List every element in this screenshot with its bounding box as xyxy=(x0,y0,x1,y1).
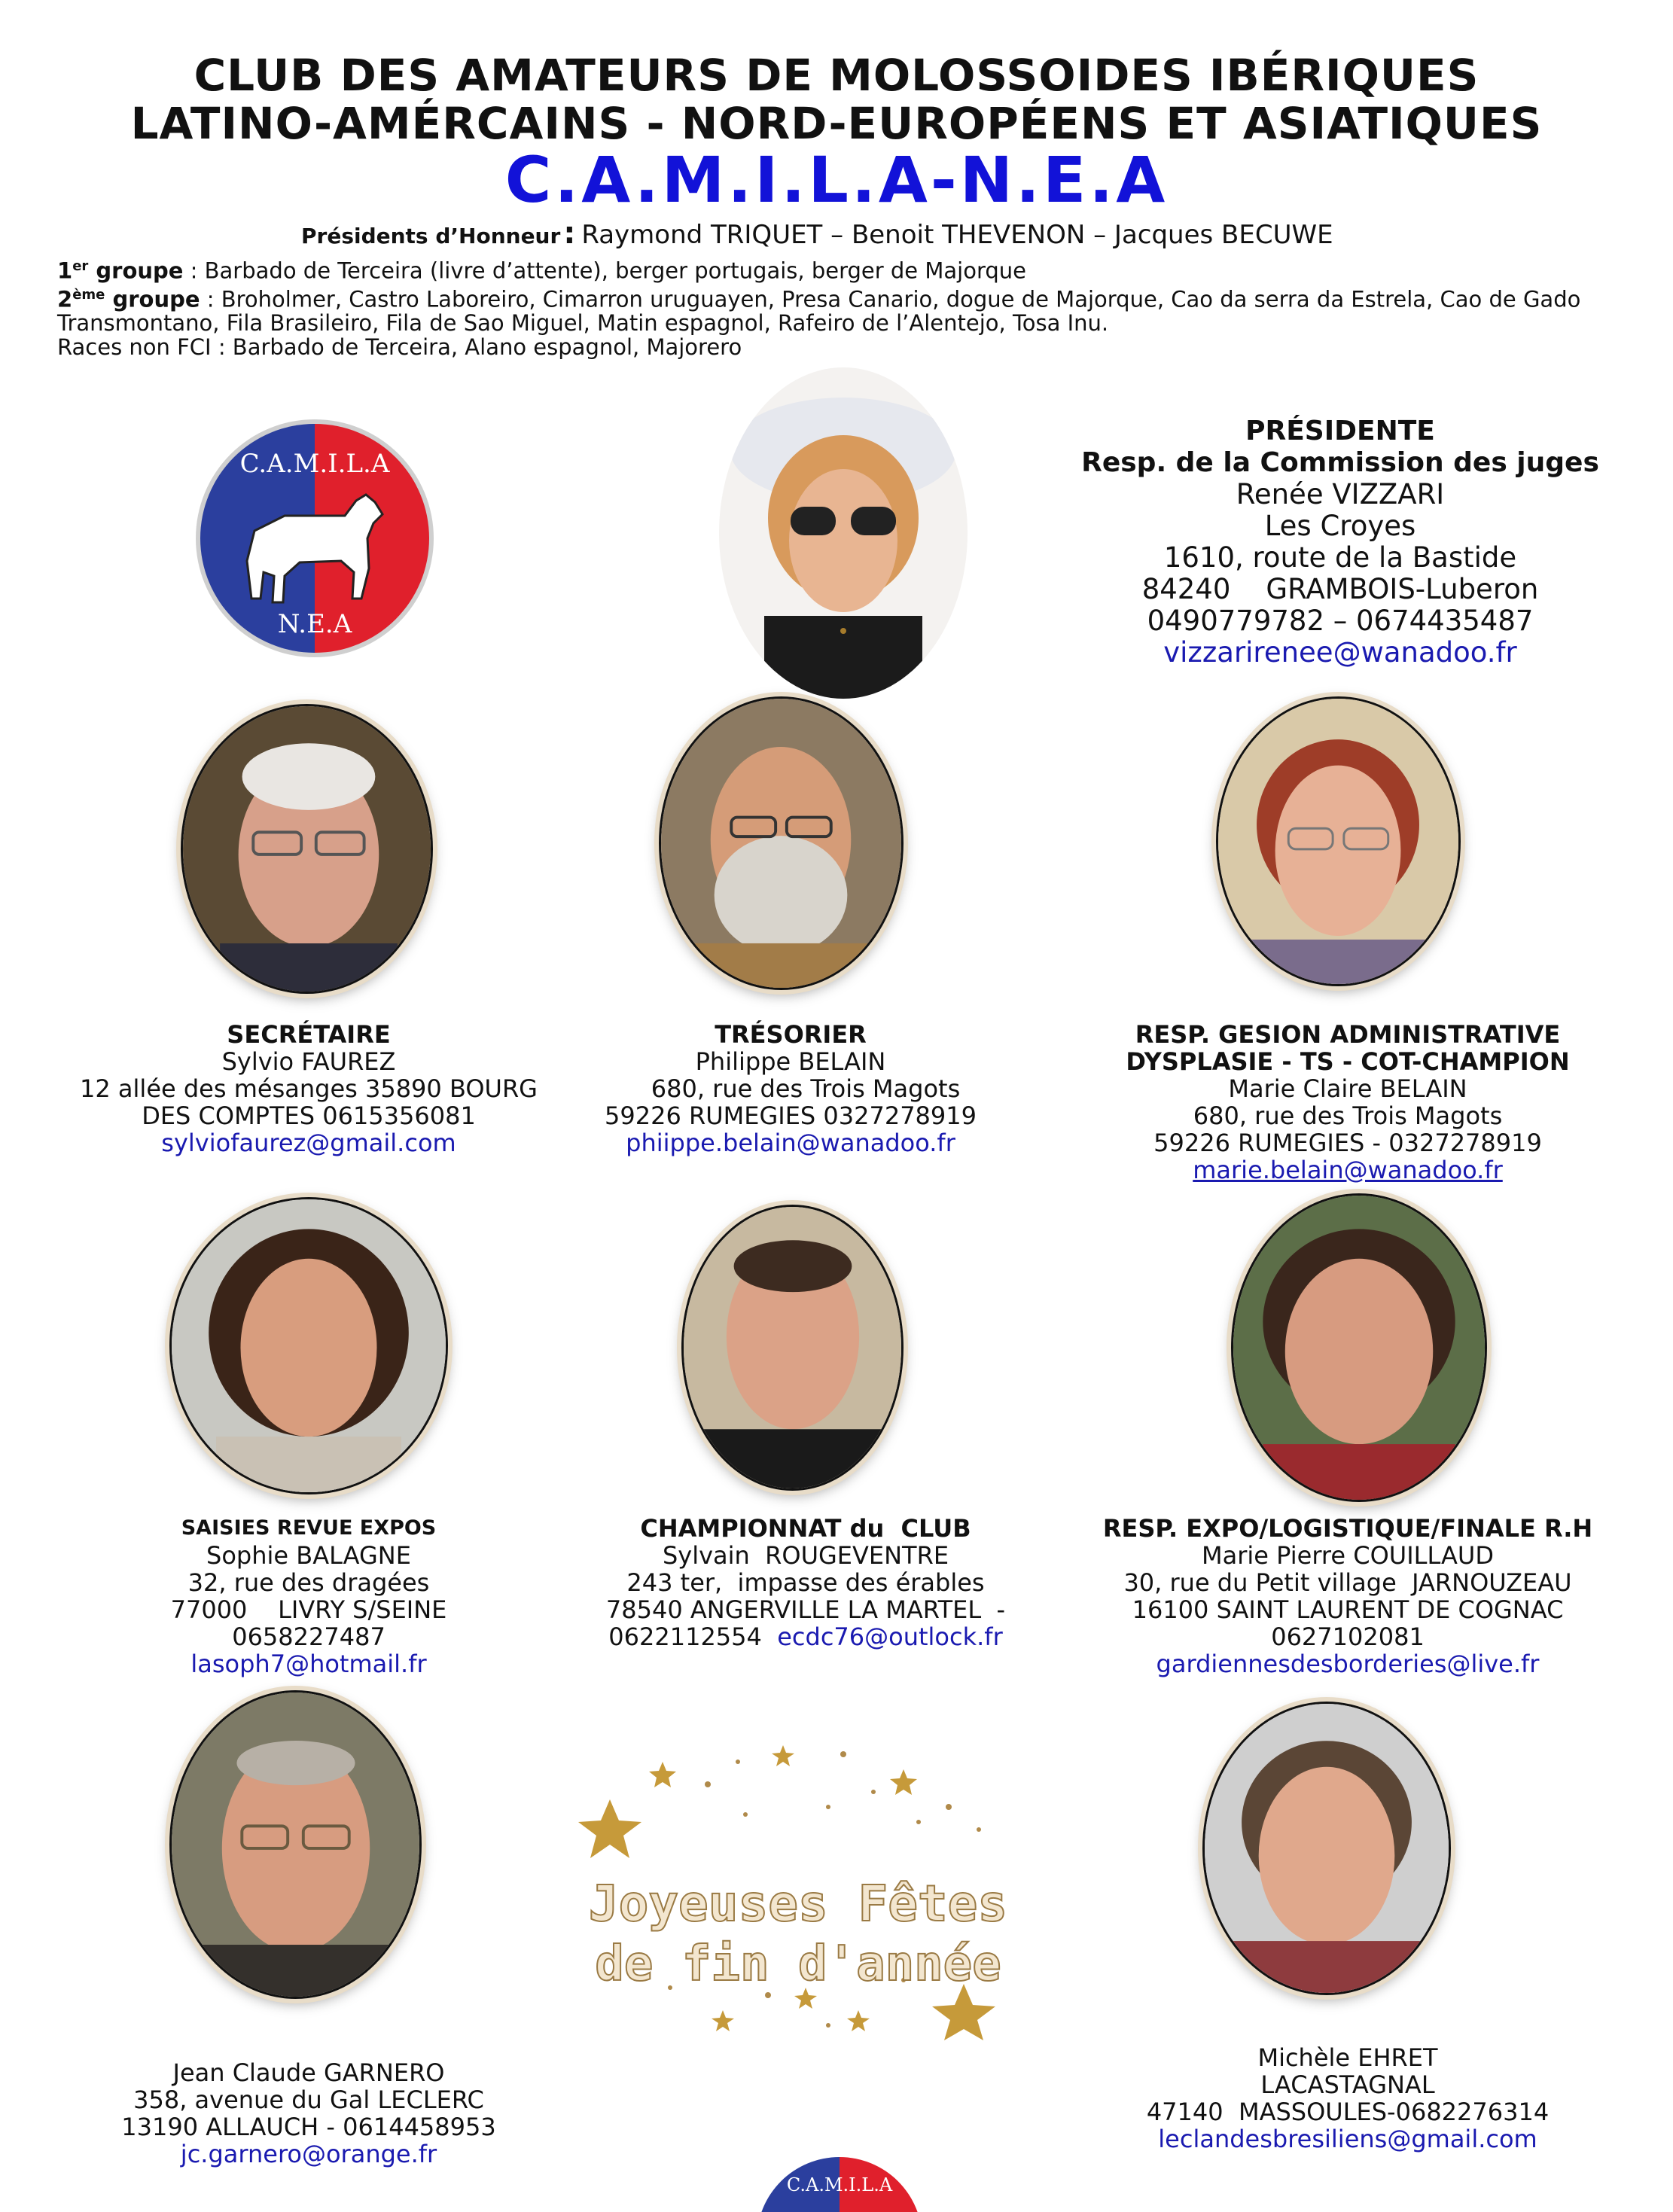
admin-name: Marie Claire BELAIN xyxy=(1228,1074,1467,1103)
garnero-name: Jean Claude GARNERO xyxy=(172,2058,445,2087)
tresorier-name: Philippe BELAIN xyxy=(695,1047,886,1076)
logo-footer-text: C.A.M.I.L.A xyxy=(786,2174,893,2195)
championnat-role: CHAMPIONNAT du CLUB xyxy=(640,1514,971,1543)
admin-role-2: DYSPLASIE - TS - COT-CHAMPION xyxy=(1126,1047,1570,1076)
tresorier-role: TRÉSORIER xyxy=(715,1020,867,1049)
club-title-line1: CLUB DES AMATEURS DE MOLOSSOIDES IBÉRIQUES xyxy=(194,50,1479,101)
group-2-label: groupe xyxy=(105,286,200,312)
club-logo xyxy=(194,418,435,659)
admin-email[interactable]: marie.belain@wanadoo.fr xyxy=(1193,1156,1503,1184)
group-1-text: : Barbado de Terceira (livre d’attente), berger portugais, berger de Majorque xyxy=(183,257,1026,284)
secretaire-name: Sylvio FAUREZ xyxy=(221,1047,396,1076)
greeting-line2: de fin d'année xyxy=(595,1936,1001,1992)
president-email[interactable]: vizzarirenee@wanadoo.fr xyxy=(1163,636,1517,669)
championnat-contact xyxy=(572,1623,1039,1650)
admin-photo xyxy=(1216,696,1461,986)
championnat-card xyxy=(572,1515,1039,1650)
revue-email[interactable]: lasoph7@hotmail.fr xyxy=(190,1650,427,1678)
revue-photo xyxy=(169,1197,448,1494)
ehret-photo xyxy=(1202,1702,1451,1995)
admin-address: 680, rue des Trois Magots xyxy=(1193,1101,1503,1130)
garnero-address: 358, avenue du Gal LECLERC xyxy=(133,2086,484,2114)
expo-city: 16100 SAINT LAURENT DE COGNAC xyxy=(1132,1595,1564,1624)
group-2-num: 2 xyxy=(57,286,73,312)
tresorier-address: 680, rue des Trois Magots xyxy=(651,1074,961,1103)
president-role-2: Resp. de la Commission des juges xyxy=(1081,447,1599,478)
ehret-city-phone: 47140 MASSOULES-0682276314 xyxy=(1146,2098,1550,2126)
group-2-sup: ème xyxy=(72,286,105,303)
revue-phone: 0658227487 xyxy=(232,1622,385,1651)
admin-city-phone: 59226 RUMEGIES - 0327278919 xyxy=(1153,1129,1542,1157)
expo-phone: 0627102081 xyxy=(1271,1622,1425,1651)
holiday-greeting xyxy=(557,1739,1039,2040)
group-1-label: groupe xyxy=(88,257,184,284)
revue-name: Sophie BALAGNE xyxy=(206,1541,411,1570)
expo-photo xyxy=(1231,1193,1487,1502)
president-phone: 0490779782 – 0674435487 xyxy=(1147,605,1534,637)
expo-role: RESP. EXPO/LOGISTIQUE/FINALE R.H xyxy=(1102,1514,1593,1543)
championnat-photo xyxy=(681,1205,904,1491)
ehret-email[interactable]: leclandesbresiliens@gmail.com xyxy=(1158,2125,1537,2153)
championnat-email[interactable]: ecdc76@outlock.fr xyxy=(777,1622,1003,1651)
honorary-presidents xyxy=(301,216,1333,251)
revue-city: 77000 LIVRY S/SEINE xyxy=(170,1595,447,1624)
admin-role: RESP. GESION ADMINISTRATIVE xyxy=(1135,1020,1561,1049)
president-role: PRÉSIDENTE xyxy=(1245,416,1435,446)
breed-groups xyxy=(57,254,1638,359)
president-address-2: 1610, route de la Bastide xyxy=(1163,541,1517,574)
ehret-address: LACASTAGNAL xyxy=(1260,2070,1435,2099)
non-fci-breeds: Races non FCI : Barbado de Terceira, Alano espagnol, Majorero xyxy=(57,334,742,361)
honorary-colon: : xyxy=(563,216,576,251)
expo-card xyxy=(1054,1515,1641,1677)
group-1 xyxy=(57,254,1638,283)
tresorier-email[interactable]: phiippe.belain@wanadoo.fr xyxy=(626,1129,955,1157)
group-1-num: 1 xyxy=(57,257,73,284)
expo-address: 30, rue du Petit village JARNOUZEAU xyxy=(1123,1568,1572,1597)
club-logo-footer xyxy=(753,2153,926,2212)
president-name: Renée VIZZARI xyxy=(1236,478,1445,510)
championnat-address: 243 ter, impasse des érables xyxy=(626,1568,985,1597)
ehret-card xyxy=(1069,2044,1626,2153)
president-address-3: 84240 GRAMBOIS-Luberon xyxy=(1141,573,1539,605)
group-1-sup: er xyxy=(72,258,89,274)
garnero-card xyxy=(60,2059,557,2168)
championnat-name: Sylvain ROUGEVENTRE xyxy=(662,1541,949,1570)
secretaire-role: SECRÉTAIRE xyxy=(227,1020,391,1049)
championnat-city: 78540 ANGERVILLE LA MARTEL - xyxy=(605,1595,1006,1624)
ehret-name: Michèle EHRET xyxy=(1257,2043,1438,2072)
revue-role: SAISIES REVUE EXPOS xyxy=(181,1516,437,1540)
logo-top-text: C.A.M.I.L.A xyxy=(239,449,390,479)
tresorier-city-phone: 59226 RUMEGIES 0327278919 xyxy=(605,1101,977,1130)
logo-bottom-text: N.E.A xyxy=(277,609,352,639)
secretaire-photo xyxy=(181,704,433,994)
expo-name: Marie Pierre COUILLAUD xyxy=(1202,1541,1494,1570)
president-photo xyxy=(719,367,968,699)
tresorier-photo xyxy=(659,696,904,990)
group-2-text: : Broholmer, Castro Laboreiro, Cimarron uruguayen, Presa Canario, dogue de Majorque, Cao da serra da Estrela, Cao de Gado Transmontano, Fila Brasileiro, Fila de Sao Miguel, Matin espagnol, Rafeiro de l’Alentejo, Tosa Inu. xyxy=(57,286,1581,337)
club-acronym: C.A.M.I.L.A-N.E.A xyxy=(504,143,1169,217)
president-address-1: Les Croyes xyxy=(1264,510,1416,542)
tresorier-card xyxy=(557,1021,1024,1156)
group-2 xyxy=(57,283,1638,336)
honorary-names: Raymond TRIQUET – Benoit THEVENON – Jacques BECUWE xyxy=(581,220,1333,250)
expo-email[interactable]: gardiennesdesborderies@live.fr xyxy=(1156,1650,1540,1678)
revue-card xyxy=(60,1515,557,1677)
secretaire-email[interactable]: sylviofaurez@gmail.com xyxy=(161,1129,456,1157)
garnero-city-phone: 13190 ALLAUCH - 0614458953 xyxy=(121,2113,496,2141)
honorary-label: Présidents d’Honneur xyxy=(301,224,561,248)
admin-card xyxy=(1069,1021,1626,1184)
garnero-photo xyxy=(169,1690,422,1999)
championnat-phone: 0622112554 xyxy=(608,1622,762,1651)
president-card xyxy=(1054,416,1626,669)
secretaire-city-phone: DES COMPTES 0615356081 xyxy=(142,1101,476,1130)
garnero-email[interactable]: jc.garnero@orange.fr xyxy=(180,2140,437,2168)
secretaire-address: 12 allée des mésanges 35890 BOURG xyxy=(80,1074,538,1103)
revue-address: 32, rue des dragées xyxy=(187,1568,430,1597)
secretaire-card xyxy=(45,1021,572,1156)
greeting-line1: Joyeuses Fêtes xyxy=(588,1875,1008,1933)
club-title-line2: LATINO-AMÉRCAINS - NORD-EUROPÉENS ET ASIATIQUES xyxy=(130,98,1543,149)
